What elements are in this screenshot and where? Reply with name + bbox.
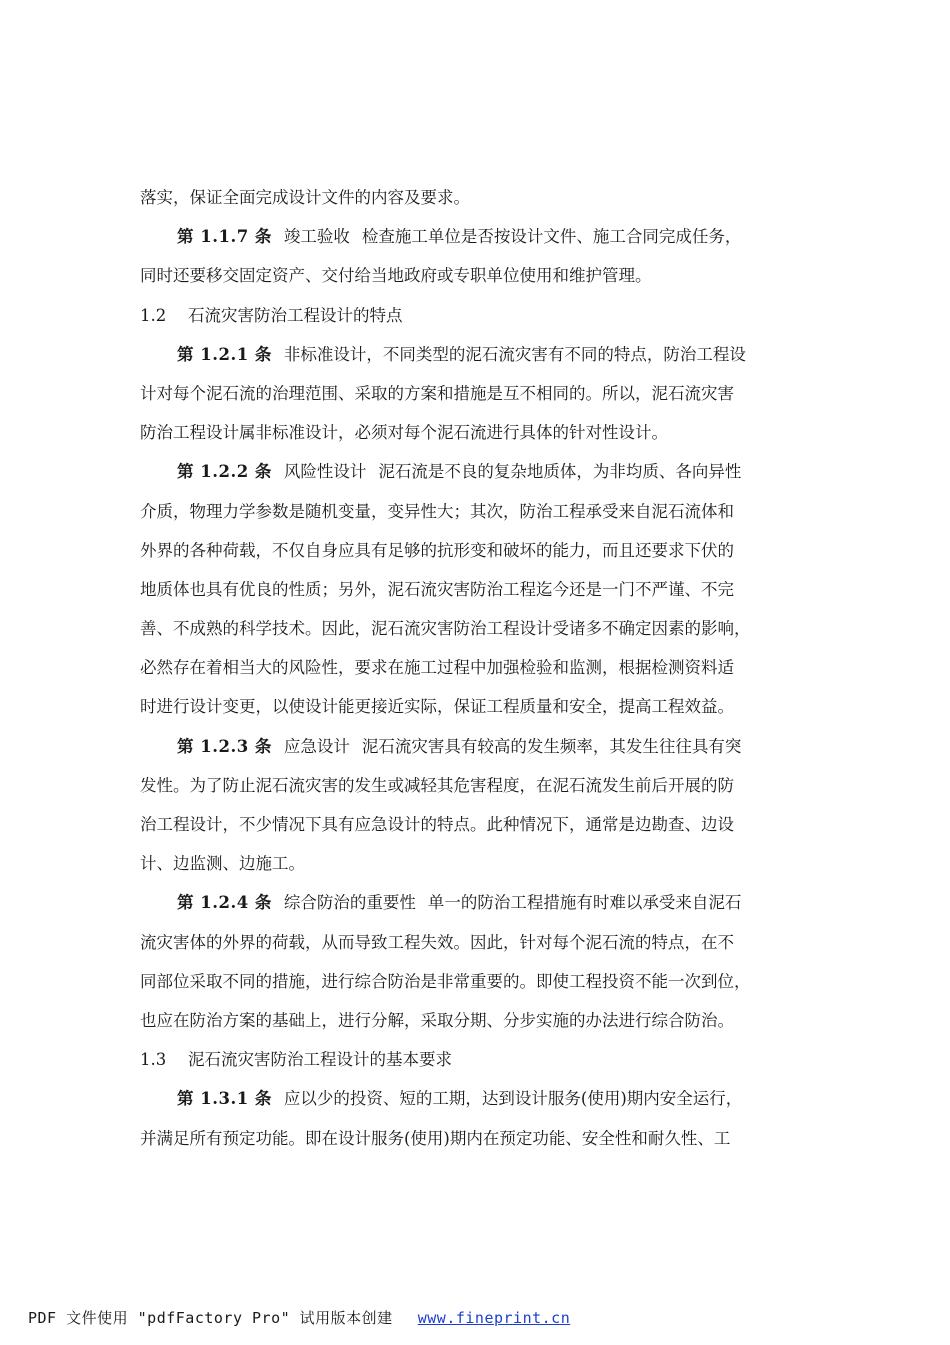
article-number: 第 1.2.4 条 <box>177 893 272 913</box>
article-line <box>140 335 812 374</box>
text-line: 并满足所有预定功能。即在设计服务(使用)期内在预定功能、安全性和耐久性、工 <box>140 1128 731 1148</box>
article-title: 综合防治的重要性 <box>283 893 416 913</box>
text-line: 落实，保证全面完成设计文件的内容及要求。 <box>140 188 470 207</box>
article-line <box>140 727 812 766</box>
article-line <box>140 452 812 491</box>
article-number: 第 1.2.2 条 <box>177 462 272 482</box>
document-body <box>140 178 812 1158</box>
text-line: 介质，物理力学参数是随机变量，变异性大；其次，防治工程承受来自泥石流体和 <box>140 501 734 521</box>
article-title: 应急设计 <box>283 736 350 756</box>
text-line: 防治工程设计属非标准设计，必须对每个泥石流进行具体的针对性设计。 <box>140 423 668 443</box>
article-number: 第 1.3.1 条 <box>177 1089 272 1109</box>
text-line: 计对每个泥石流的治理范围、采取的方案和措施是互不相同的。所以，泥石流灾害 <box>140 383 734 403</box>
article-title: 竣工验收 <box>283 227 350 247</box>
text-line: 善、不成熟的科学技术。因此，泥石流灾害防治工程设计受诸多不确定因素的影响， <box>140 619 751 639</box>
article-number: 第 1.2.1 条 <box>177 344 272 364</box>
article-text: 非标准设计，不同类型的泥石流灾害有不同的特点，防治工程设 <box>283 344 746 364</box>
footer-text: PDF 文件使用 "pdfFactory Pro" 试用版本创建 <box>28 1309 393 1327</box>
article-text: 检查施工单位是否按设计文件、施工合同完成任务， <box>361 227 742 247</box>
text-line: 流灾害体的外界的荷载，从而导致工程失效。因此，针对每个泥石流的特点，在不 <box>140 932 734 952</box>
section-number: 1.2 <box>140 305 167 325</box>
text-line: 同时还要移交固定资产、交付给当地政府或专职单位使用和维护管理。 <box>140 266 652 286</box>
text-line: 计、边监测、边施工。 <box>140 854 305 874</box>
text-line: 时进行设计变更，以使设计能更接近实际，保证工程质量和安全，提高工程效益。 <box>140 697 734 717</box>
article-text: 单一的防治工程措施有时难以承受来自泥石 <box>427 893 742 913</box>
section-title: 泥石流灾害防治工程设计的基本要求 <box>188 1050 452 1070</box>
text-line: 治工程设计，不少情况下具有应急设计的特点。此种情况下，通常是边勘查、边设 <box>140 815 734 834</box>
section-title: 石流灾害防治工程设计的特点 <box>188 305 403 325</box>
article-text: 泥石流灾害具有较高的发生频率，其发生往往具有突 <box>361 736 742 756</box>
article-line <box>140 1079 812 1118</box>
article-text: 应以少的投资、短的工期，达到设计服务(使用)期内安全运行， <box>283 1089 743 1109</box>
section-heading <box>140 1040 812 1079</box>
article-line <box>140 217 812 256</box>
article-text: 泥石流是不良的复杂地质体，为非均质、各向异性 <box>378 462 742 482</box>
text-line: 同部位采取不同的措施，进行综合防治是非常重要的。即使工程投资不能一次到位， <box>140 971 751 991</box>
article-line <box>140 883 812 922</box>
text-line: 也应在防治方案的基础上，进行分解，采取分期、分步实施的办法进行综合防治。 <box>140 1010 734 1030</box>
text-line: 必然存在着相当大的风险性，要求在施工过程中加强检验和监测，根据检测资料适 <box>140 658 734 678</box>
text-line: 地质体也具有优良的性质；另外，泥石流灾害防治工程迄今还是一门不严谨、不完 <box>140 579 734 599</box>
footer-link[interactable]: www.fineprint.cn <box>417 1309 571 1327</box>
pdf-footer <box>28 1307 570 1328</box>
text-line: 发性。为了防止泥石流灾害的发生或减轻其危害程度，在泥石流发生前后开展的防 <box>140 775 734 795</box>
section-heading <box>140 296 812 335</box>
article-number: 第 1.2.3 条 <box>177 736 272 756</box>
section-number: 1.3 <box>140 1050 167 1070</box>
article-number: 第 1.1.7 条 <box>177 227 272 247</box>
text-line: 外界的各种荷载，不仅自身应具有足够的抗形变和破坏的能力，而且还要求下伏的 <box>140 540 734 560</box>
article-title: 风险性设计 <box>283 462 367 482</box>
